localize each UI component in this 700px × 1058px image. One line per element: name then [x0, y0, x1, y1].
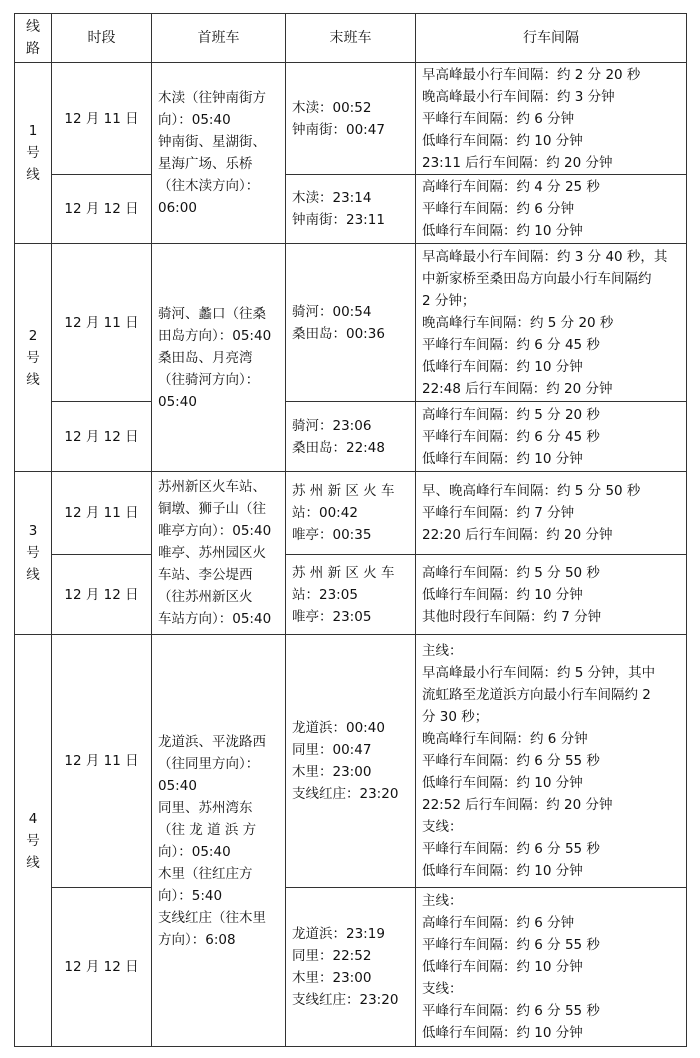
table-row [15, 244, 687, 402]
first-train-cell: 苏州新区火车站、 铜墩、狮子山（往 唯亭方向）：05:40 唯亭、苏州园区火 车站、李公堤西 （往苏州新区火 车站方向）：05:40 [152, 472, 286, 635]
last-train-cell: 骑河：23:06 桑田岛：22:48 [286, 402, 416, 472]
interval-cell: 早高峰最小行车间隔：约 3 分 40 秒，其 中新家桥至桑田岛方向最小行车间隔约 2 分钟； 晚高峰行车间隔：约 5 分 20 秒 平峰行车间隔：约 6 分 45 秒 低峰行车间隔：约 10 分钟 22:48 后行车间隔：约 20 分钟 [416, 244, 687, 402]
last-train-cell: 木渎：00:52 钟南街：00:47 [286, 63, 416, 175]
date-cell: 12 月 11 日 [52, 635, 152, 888]
date-cell: 12 月 12 日 [52, 402, 152, 472]
header-row [15, 14, 687, 63]
header-interval: 行车间隔 [416, 14, 687, 63]
interval-cell: 主线： 高峰行车间隔：约 6 分钟 平峰行车间隔：约 6 分 55 秒 低峰行车间隔：约 10 分钟 支线： 平峰行车间隔：约 6 分 55 秒 低峰行车间隔：约 10 分钟 [416, 888, 687, 1047]
line-2-name: 2 号 线 [15, 244, 52, 472]
interval-cell: 高峰行车间隔：约 4 分 25 秒 平峰行车间隔：约 6 分钟 低峰行车间隔：约 10 分钟 [416, 175, 687, 244]
interval-cell: 高峰行车间隔：约 5 分 50 秒 低峰行车间隔：约 10 分钟 其他时段行车间隔：约 7 分钟 [416, 555, 687, 635]
header-first-train: 首班车 [152, 14, 286, 63]
last-train-cell: 苏 州 新 区 火 车 站：23:05 唯亭：23:05 [286, 555, 416, 635]
line-1-name: 1 号 线 [15, 63, 52, 244]
last-train-cell: 骑河：00:54 桑田岛：00:36 [286, 244, 416, 402]
first-train-cell: 龙道浜、平泷路西 （往同里方向）： 05:40 同里、苏州湾东 （往 龙 道 浜 方 向）：05:40 木里（往红庄方 向）：5:40 支线红庄（往木里 方向）：6:08 [152, 635, 286, 1047]
table-row [15, 402, 687, 472]
first-train-cell: 木渎（往钟南街方 向）：05:40 钟南街、星湖街、 星海广场、乐桥 （往木渎方向）： 06:00 [152, 63, 286, 244]
table-row [15, 175, 687, 244]
table-row [15, 472, 687, 555]
interval-cell: 主线： 早高峰最小行车间隔：约 5 分钟，其中 流虹路至龙道浜方向最小行车间隔约 2 分 30 秒； 晚高峰行车间隔：约 6 分钟 平峰行车间隔：约 6 分 55 秒 低峰行车间隔：约 10 分钟 22:52 后行车间隔：约 20 分钟 支线： 平峰行车间隔：约 6 分 55 秒 低峰行车间隔：约 10 分钟 [416, 635, 687, 888]
table-row [15, 555, 687, 635]
last-train-cell: 龙道浜：00:40 同里：00:47 木里：23:00 支线红庄：23:20 [286, 635, 416, 888]
metro-schedule-table [14, 13, 687, 1047]
date-cell: 12 月 12 日 [52, 888, 152, 1047]
interval-cell: 早高峰最小行车间隔：约 2 分 20 秒 晚高峰最小行车间隔：约 3 分钟 平峰行车间隔：约 6 分钟 低峰行车间隔：约 10 分钟 23:11 后行车间隔：约 20 分钟 [416, 63, 687, 175]
table-row [15, 63, 687, 175]
line-4-name: 4 号 线 [15, 635, 52, 1047]
table-row [15, 888, 687, 1047]
line-3-name: 3 号 线 [15, 472, 52, 635]
last-train-cell: 龙道浜：23:19 同里：22:52 木里：23:00 支线红庄：23:20 [286, 888, 416, 1047]
header-period: 时段 [52, 14, 152, 63]
last-train-cell: 木渎：23:14 钟南街：23:11 [286, 175, 416, 244]
header-line: 线 路 [15, 14, 52, 63]
date-cell: 12 月 12 日 [52, 555, 152, 635]
last-train-cell: 苏 州 新 区 火 车 站：00:42 唯亭：00:35 [286, 472, 416, 555]
date-cell: 12 月 12 日 [52, 175, 152, 244]
date-cell: 12 月 11 日 [52, 63, 152, 175]
interval-cell: 高峰行车间隔：约 5 分 20 秒 平峰行车间隔：约 6 分 45 秒 低峰行车间隔：约 10 分钟 [416, 402, 687, 472]
first-train-cell: 骑河、蠡口（往桑 田岛方向）：05:40 桑田岛、月亮湾 （往骑河方向）： 05:40 [152, 244, 286, 472]
date-cell: 12 月 11 日 [52, 244, 152, 402]
date-cell: 12 月 11 日 [52, 472, 152, 555]
interval-cell: 早、晚高峰行车间隔：约 5 分 50 秒 平峰行车间隔：约 7 分钟 22:20 后行车间隔：约 20 分钟 [416, 472, 687, 555]
header-last-train: 末班车 [286, 14, 416, 63]
table-row [15, 635, 687, 888]
